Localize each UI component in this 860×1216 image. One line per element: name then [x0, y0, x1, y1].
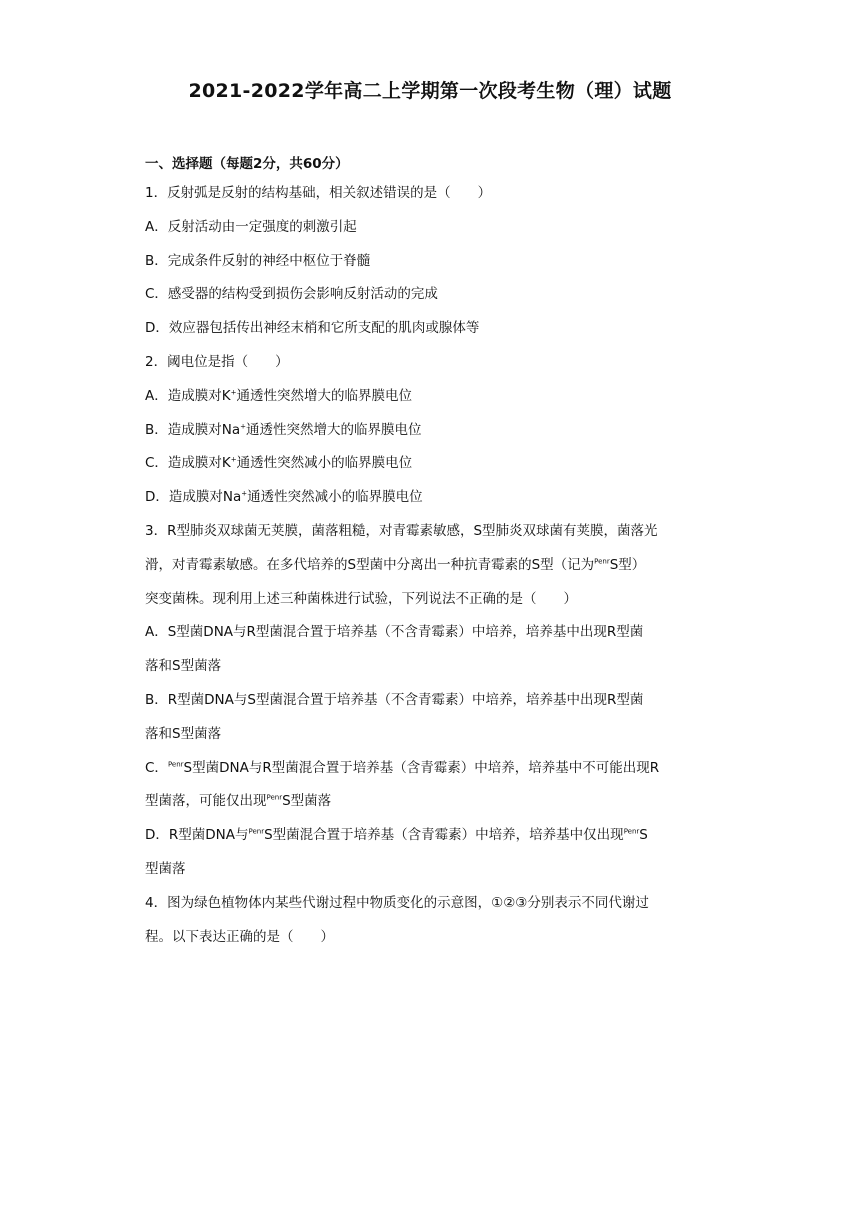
question-3-option-d-line-1: D．R型菌DNA与$^{Penr}$S型菌混合置于培养基（含青霉素）中培养，培养基中仅出现$^{Penr}$S — [145, 827, 648, 844]
question-3-option-a-line-1: A．S型菌DNA与R型菌混合置于培养基（不含青霉素）中培养，培养基中出现R型菌 — [145, 624, 644, 641]
question-3-stem-line-1: 3．R型肺炎双球菌无荚膜，菌落粗糙，对青霉素敏感，S型肺炎双球菌有荚膜，菌落光 — [145, 522, 658, 539]
question-1-option-c: C．感受器的结构受到损伤会影响反射活动的完成 — [145, 286, 438, 303]
question-3-option-c-line-2: 型菌落，可能仅出现$^{Penr}$S型菌落 — [145, 793, 332, 810]
exam-content — [145, 156, 725, 962]
question-1-stem: 1．反射弧是反射的结构基础，相关叙述错误的是（ ） — [145, 185, 492, 201]
question-2-option-d: D．造成膜对Na+通透性突然减小的临界膜电位 — [145, 489, 423, 506]
section-heading: 一、选择题（每题2分，共60分） — [145, 156, 349, 172]
question-4-stem-line-2: 程。以下表达正确的是（ ） — [145, 928, 334, 945]
question-2-option-b: B．造成膜对Na+通透性突然增大的临界膜电位 — [145, 421, 422, 438]
question-1-option-d: D．效应器包括传出神经末梢和它所支配的肌肉或腺体等 — [145, 320, 480, 337]
question-3-stem-line-3: 突变菌株。现利用上述三种菌株进行试验，下列说法不正确的是（ ） — [145, 590, 577, 607]
question-3-option-d-line-2: 型菌落 — [145, 860, 186, 877]
question-3-option-b-line-1: B．R型菌DNA与S型菌混合置于培养基（不含青霉素）中培养，培养基中出现R型菌 — [145, 691, 644, 708]
question-3-stem-line-2: 滑，对青霉素敏感。在多代培养的S型菌中分离出一种抗青霉素的S型（记为$^{Penr}$S型） — [145, 556, 646, 573]
question-1-option-a: A．反射活动由一定强度的刺激引起 — [145, 218, 357, 235]
page-title: 2021-2022学年高二上学期第一次段考生物（理）试题 — [188, 80, 672, 102]
question-4-stem-line-1: 4．图为绿色植物体内某些代谢过程中物质变化的示意图，①②③分别表示不同代谢过 — [145, 894, 649, 911]
question-2-option-c: C．造成膜对K+通透性突然减小的临界膜电位 — [145, 455, 413, 472]
question-2-option-a: A．造成膜对K+通透性突然增大的临界膜电位 — [145, 387, 412, 404]
question-3-option-a-line-2: 落和S型菌落 — [145, 658, 222, 675]
question-3-option-b-line-2: 落和S型菌落 — [145, 725, 222, 742]
question-1-option-b: B．完成条件反射的神经中枢位于脊髓 — [145, 252, 371, 269]
question-3-option-c-line-1: C．$^{Penr}$S型菌DNA与R型菌混合置于培养基（含青霉素）中培养，培养基中不可能出现R — [145, 759, 660, 776]
question-2-stem: 2．阈电位是指（ ） — [145, 353, 289, 370]
